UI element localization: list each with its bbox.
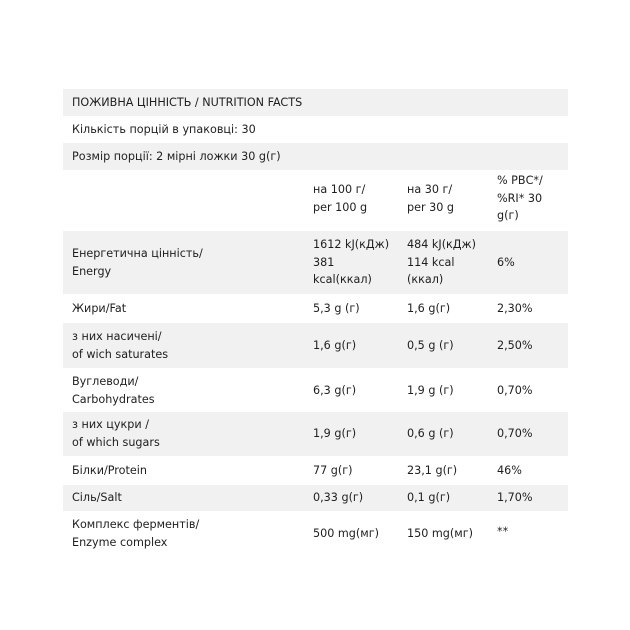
row-label: Вуглеводи/ Carbohydrates xyxy=(72,375,155,406)
row-label: Енергетична цінність/ Energy xyxy=(72,247,203,278)
row-per100: 1612 kJ(кДж) 381 kcal(ккал) xyxy=(313,238,390,286)
row-per30: 0,1 g(г) xyxy=(407,491,451,504)
header-per100: на 100 г/ per 100 g xyxy=(313,183,368,214)
row-per100: 500 mg(мг) xyxy=(313,527,379,540)
row-rdi: 0,70% xyxy=(497,427,533,440)
servings-per-pack: Кількість порцій в упаковці: 30 xyxy=(72,123,256,136)
row-label: Білки/Protein xyxy=(72,464,147,477)
row-label: Сіль/Salt xyxy=(72,491,122,504)
row-label: Жири/Fat xyxy=(72,302,127,315)
row-per30: 1,9 g (г) xyxy=(407,384,454,397)
table-row xyxy=(63,485,568,511)
row-per100: 6,3 g(г) xyxy=(313,384,357,397)
table-row xyxy=(63,368,568,412)
serving-size-row xyxy=(63,143,568,170)
table-title: ПОЖИВНА ЦІННІСТЬ / NUTRITION FACTS xyxy=(72,96,303,109)
row-rdi: ** xyxy=(497,525,509,538)
nutrition-facts-table xyxy=(63,89,568,556)
table-row xyxy=(63,511,568,556)
serving-size: Розмір порції: 2 мірні ложки 30 g(г) xyxy=(72,150,281,163)
row-per30: 0,6 g (г) xyxy=(407,427,454,440)
row-rdi: 0,70% xyxy=(497,384,533,397)
table-row xyxy=(63,412,568,456)
table-row xyxy=(63,294,568,323)
table-row xyxy=(63,456,568,485)
row-rdi: 2,30% xyxy=(497,302,533,315)
row-rdi: 2,50% xyxy=(497,339,533,352)
row-per100: 1,6 g(г) xyxy=(313,339,357,352)
row-per30: 1,6 g(г) xyxy=(407,302,451,315)
row-per30: 0,5 g (г) xyxy=(407,339,454,352)
row-rdi: 1,70% xyxy=(497,491,533,504)
row-per100: 0,33 g(г) xyxy=(313,491,364,504)
table-row xyxy=(63,323,568,368)
table-row xyxy=(63,231,568,294)
row-per30: 484 kJ(кДж) 114 kcal (ккал) xyxy=(407,238,476,286)
header-row xyxy=(63,170,568,231)
row-per30: 23,1 g(г) xyxy=(407,464,458,477)
row-per100: 77 g(г) xyxy=(313,464,353,477)
row-per100: 1,9 g(г) xyxy=(313,427,357,440)
servings-row xyxy=(63,116,568,143)
header-rdi: % РВС*/ %RI* 30 g(г) xyxy=(497,174,543,222)
title-row xyxy=(63,89,568,116)
row-label: Комплекс ферментів/ Enzyme complex xyxy=(72,518,200,549)
row-label: з них цукри / of which sugars xyxy=(72,418,160,449)
header-per30: на 30 г/ per 30 g xyxy=(407,183,455,214)
row-rdi: 46% xyxy=(497,464,522,477)
row-rdi: 6% xyxy=(497,256,515,269)
row-per30: 150 mg(мг) xyxy=(407,527,473,540)
row-label: з них насичені/ of wich saturates xyxy=(72,330,169,361)
row-per100: 5,3 g (г) xyxy=(313,302,360,315)
